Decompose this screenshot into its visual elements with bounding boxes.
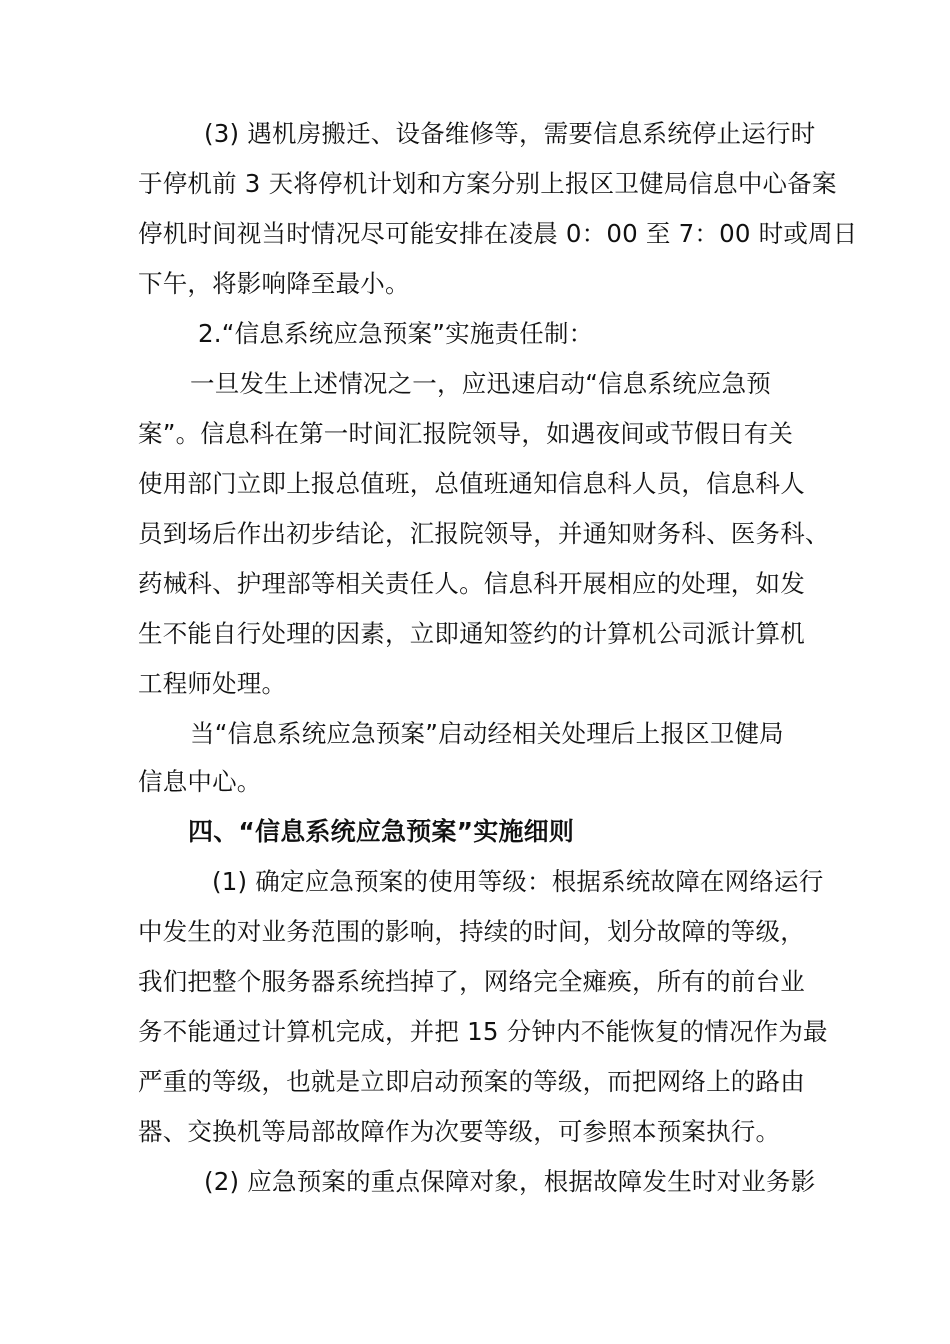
text-line: 生不能自行处理的因素，立即通知签约的计算机公司派计算机: [138, 619, 805, 648]
text-line: 当“信息系统应急预案”启动经相关处理后上报区卫健局: [190, 719, 784, 748]
text-line: 案”。信息科在第一时间汇报院领导，如遇夜间或节假日有关: [138, 419, 794, 448]
text-line: 工程师处理。: [138, 669, 287, 698]
text-line: 于停机前 3 天将停机计划和方案分别上报区卫健局信息中心备案: [138, 169, 837, 198]
text-line: 信息中心。: [138, 767, 262, 796]
text-line: 我们把整个服务器系统挡掉了，网络完全瘫痪，所有的前台业: [138, 967, 805, 996]
text-line: 器、交换机等局部故障作为次要等级，可参照本预案执行。: [138, 1117, 781, 1146]
text-line: 停机时间视当时情况尽可能安排在凌晨 0：00 至 7：00 时或周日: [138, 219, 858, 248]
text-line: 下午，将影响降至最小。: [138, 269, 410, 298]
text-line: 药械科、护理部等相关责任人。信息科开展相应的处理，如发: [138, 569, 805, 598]
text-line: 一旦发生上述情况之一，应迅速启动“信息系统应急预: [190, 369, 771, 398]
text-line: (1) 确定应急预案的使用等级：根据系统故障在网络运行: [212, 867, 824, 896]
text-line: (3) 遇机房搬迁、设备维修等，需要信息系统停止运行时: [204, 119, 816, 148]
section-heading: 四、“信息系统应急预案”实施细则: [188, 817, 575, 846]
text-line: 严重的等级，也就是立即启动预案的等级，而把网络上的路由: [138, 1067, 805, 1096]
text-line: 使用部门立即上报总值班，总值班通知信息科人员，信息科人: [138, 469, 805, 498]
section-heading: 2.“信息系统应急预案”实施责任制：: [198, 319, 594, 348]
text-line: 员到场后作出初步结论，汇报院领导，并通知财务科、医务科、: [138, 519, 830, 548]
text-line: (2) 应急预案的重点保障对象，根据故障发生时对业务影: [204, 1167, 816, 1196]
text-line: 中发生的对业务范围的影响，持续的时间，划分故障的等级，: [138, 917, 805, 946]
text-line: 务不能通过计算机完成，并把 15 分钟内不能恢复的情况作为最: [138, 1017, 828, 1046]
